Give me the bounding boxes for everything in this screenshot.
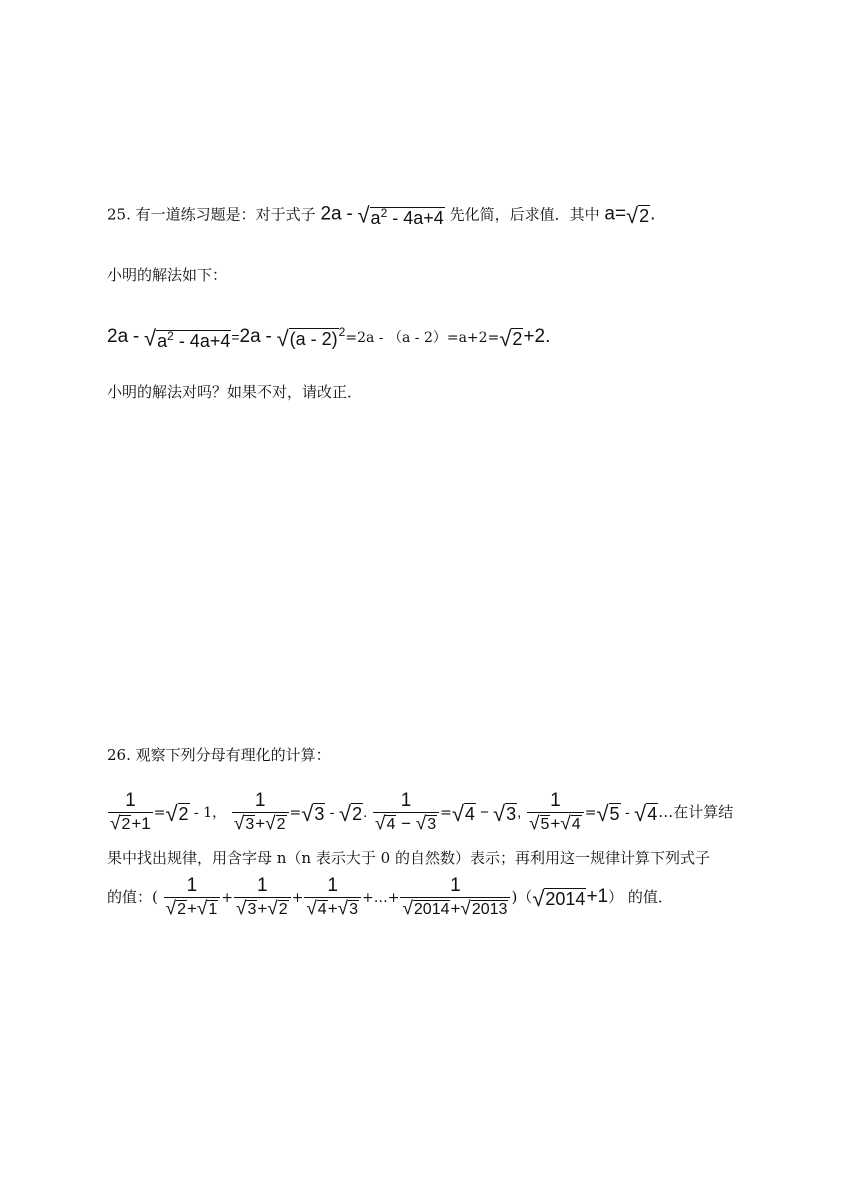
radical-icon: √	[357, 202, 370, 228]
q26-tail: ） 的值．	[608, 888, 673, 906]
radical-icon: √	[499, 325, 512, 351]
q26-examples: $\frac{1}{√2+1}$ =√2 - 1， $\frac{1}{√3+√2}$ =√3 - √2. $\frac{1}{√4 - √3}$ =√4 − √3, $\frac{1}{√5+√4}$ =√5 - √4…在计算结	[110, 790, 734, 835]
radical-icon: √	[460, 898, 471, 920]
radical-icon: √	[493, 800, 506, 826]
radicand-a: a	[370, 208, 381, 228]
radical-icon: √	[144, 325, 157, 350]
minus-sign: -	[346, 203, 353, 225]
q25-question: 小明的解法对吗？如果不对，请改正．	[107, 383, 363, 401]
q25-expr-2a: 2a	[320, 203, 342, 225]
radical-icon: √	[451, 800, 464, 826]
radical-icon: √	[337, 898, 349, 920]
ellipsis: +…+	[361, 890, 400, 906]
sum-term-last: $\frac{1}{√2014+√2013}$	[400, 875, 510, 921]
radical-icon: √	[634, 800, 647, 826]
radical-icon: √	[267, 898, 278, 920]
sum-term-2: $\frac{1}{√3+√2}$	[234, 875, 291, 921]
radical-icon: √	[196, 898, 208, 920]
close-paren: )（	[511, 888, 533, 906]
q26-line1-tail: …在计算结	[658, 803, 734, 821]
radical-icon: √	[415, 813, 427, 835]
sqrt-expression	[357, 203, 444, 228]
q25-statement	[107, 203, 655, 228]
q26-statement	[107, 745, 331, 765]
a-equals: a=	[604, 203, 627, 225]
radical-icon: √	[626, 203, 639, 228]
radical-icon: √	[306, 898, 317, 920]
radicand-rest: - 4a+4	[387, 208, 444, 228]
sqrt-expression: $√a^2 - 4a+4$	[144, 325, 231, 351]
radical-icon: √	[402, 898, 413, 920]
radical-icon: √	[375, 813, 386, 835]
radical-icon: √	[236, 898, 247, 920]
q25-number: 25.	[107, 205, 131, 224]
q25-step3: =2a - （a - 2）=a+2=	[345, 330, 500, 346]
radical-icon: √	[529, 813, 540, 835]
radical-icon: √	[265, 813, 276, 835]
fraction-3: $\frac{1}{√4 - √3}$	[373, 790, 439, 836]
q25-intro: 有一道练习题是：对于式子	[135, 205, 316, 224]
q26-intro: 观察下列分母有理化的计算：	[135, 746, 331, 764]
radical-icon: √	[233, 813, 245, 835]
radical-icon: √	[338, 800, 352, 826]
plus-1: +1	[586, 886, 609, 907]
radical-icon: √	[560, 813, 571, 835]
sum-term-1: $\frac{1}{√2+√1}$	[164, 875, 221, 921]
radical-icon: √	[596, 800, 609, 826]
fraction-1: $\frac{1}{√2+1}$	[110, 790, 151, 835]
q26-line3-head: 的值：(	[107, 888, 158, 906]
q25-solver-label: 小明的解法如下：	[107, 266, 228, 284]
expr-2a: 2a	[107, 326, 129, 347]
q26-line2: 果中找出规律，用含字母 n（n 表示大于 0 的自然数）表示；再利用这一规律计算下列式子	[107, 849, 710, 867]
sqrt-2: √2	[499, 325, 523, 351]
exponent: 2	[338, 325, 346, 339]
radical-icon: √	[110, 813, 121, 835]
radical-icon: √	[301, 800, 314, 826]
q26-sum: 的值：( $\frac{1}{√2+√1}$ + $\frac{1}{√3+√2}$ + $\frac{1}{√4+√3}$ +…+ $\frac{1}{√2014+√2013}$ )（√2014+1） 的值．	[107, 875, 673, 920]
q26-number: 26.	[107, 746, 131, 764]
expr-2a: 2a	[239, 326, 261, 347]
radical-icon: √	[165, 800, 178, 826]
equals: =	[231, 329, 240, 345]
exponent: 2	[380, 206, 388, 220]
radical-icon: √	[165, 898, 177, 920]
fraction-4: $\frac{1}{√5+√4}$	[527, 790, 584, 836]
sqrt-2: √2	[626, 203, 650, 228]
sqrt-square: √(a - 2)	[276, 325, 338, 351]
q25-solution	[107, 322, 550, 351]
minus-sign: -	[265, 326, 272, 347]
period: .	[650, 203, 656, 225]
fraction-2: $\frac{1}{√3+√2}$	[232, 790, 289, 836]
radical-icon: √	[276, 325, 289, 351]
radical-icon: √	[532, 885, 545, 911]
q25-mid: 先化简，后求值．其中	[449, 205, 600, 224]
minus-sign: -	[132, 326, 140, 347]
sqrt-2014: √2014	[532, 885, 586, 911]
plus-2: +2.	[523, 326, 551, 347]
sum-term-3: $\frac{1}{√4+√3}$	[304, 875, 361, 921]
